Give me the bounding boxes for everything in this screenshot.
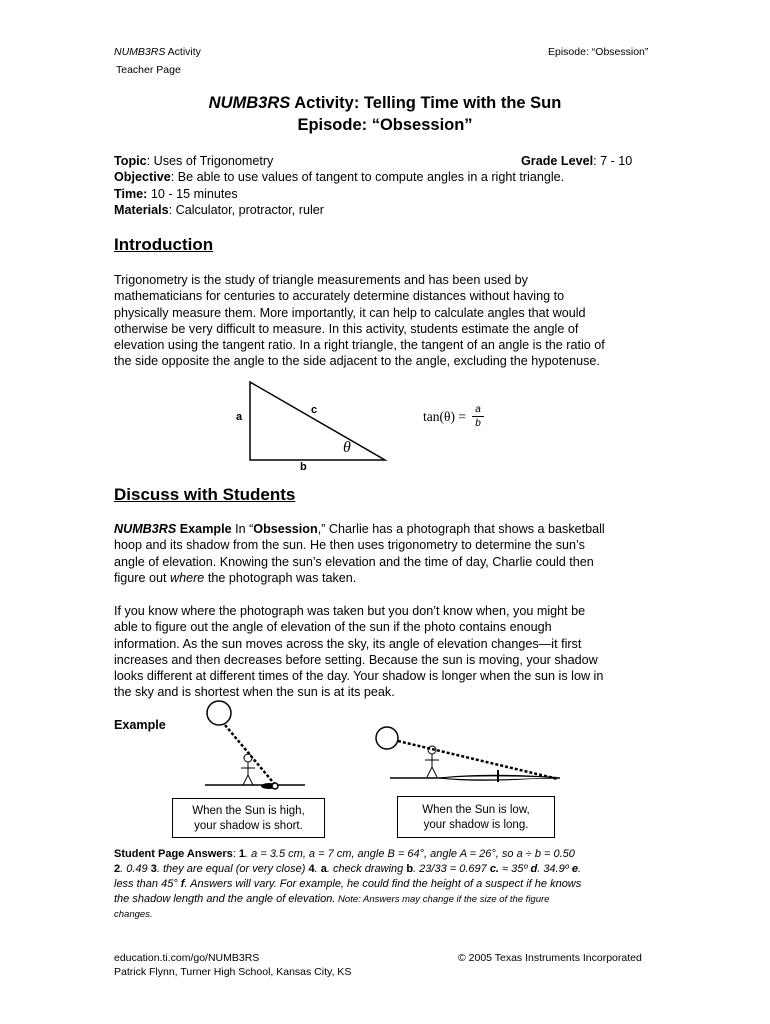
footer-author: Patrick Flynn, Turner High School, Kansas City, KS [114, 966, 352, 978]
sun-low-icon [376, 727, 398, 749]
tangent-formula: tan(θ) = [423, 409, 466, 424]
running-header-right: Episode: “Obsession” [548, 46, 649, 58]
answers-line: Student Page Answers: 1. a = 3.5 cm, a = 7 cm, angle B = 64°, angle A = 26°, so a ÷ b = 0.50 [114, 848, 575, 860]
discuss-line: figure out where the photograph was taken. [114, 570, 357, 585]
answers-line: the shadow length and the angle of elevation. Note: Answers may change if the size of the figure [114, 893, 550, 905]
discuss-line: hoop and its shadow from the sun. He then uses trigonometry to determine the sun’s [114, 538, 585, 553]
discuss-paragraph-1 [114, 521, 674, 586]
running-header-left: NUMB3RS Activity [114, 46, 201, 58]
caption-line: your shadow is short. [194, 820, 303, 832]
intro-line: Trigonometry is the study of triangle measurements and has been used by [114, 273, 528, 287]
introduction-heading: Introduction [114, 235, 214, 254]
caption-line: When the Sun is low, [422, 804, 530, 816]
discuss-line: the sky and is shortest when the sun is at its peak. [114, 685, 395, 700]
page-subtitle: Episode: “Obsession” [297, 116, 473, 134]
triangle-label-c: c [311, 404, 318, 416]
introduction-paragraph [114, 272, 674, 370]
person-icon [244, 754, 252, 762]
discuss-line: angle of elevation. Knowing the sun’s elevation and the time of day, Charlie could then [114, 554, 594, 569]
grade-level: Grade Level: 7 - 10 [521, 154, 633, 168]
triangle-label-theta: θ [343, 439, 351, 456]
discuss-line: looks different at different times of the day. Your shadow is longer when the sun is low in [114, 669, 604, 684]
page-title: NUMB3RS Activity: Telling Time with the Sun [208, 94, 562, 112]
caption-box-low [397, 796, 555, 838]
topic-line: Topic: Uses of Trigonometry [114, 154, 274, 168]
discuss-paragraph-2 [114, 603, 674, 701]
formula-denominator: b [475, 418, 481, 429]
discuss-line: NUMB3RS Example In “Obsession,” Charlie has a photograph that shows a basketball [114, 522, 605, 536]
triangle-shape [250, 382, 385, 460]
discuss-line: able to figure out the angle of elevation of the sun if the photo contains enough [114, 620, 552, 635]
intro-line: otherwise be very difficult to measure. In this activity, students estimate the angle of [114, 321, 579, 336]
sun-high-icon [207, 701, 231, 725]
intro-line: elevation using the tangent ratio. In a right triangle, the tangent of an angle is the ratio of [114, 338, 605, 353]
triangle-label-a: a [236, 411, 243, 423]
time-line: Time: 10 - 15 minutes [114, 186, 238, 201]
answers-line: 2. 0.49 3. they are equal (or very close) 4. a. check drawing b. 23/33 = 0.697 c. ≈ 35º d. 34.9º e. [114, 863, 581, 875]
discuss-line: information. As the sun moves across the sky, its angle of elevation changes—it first [114, 636, 582, 651]
intro-line: physically measure them. More importantly, it can help to calculate angles that would [114, 305, 586, 320]
intro-line: the side opposite the angle to the side adjacent to the angle, excluding the hypotenuse. [114, 354, 600, 369]
discuss-line: If you know where the photograph was taken but you don’t know when, you might be [114, 604, 586, 618]
objective-line: Objective: Be able to use values of tangent to compute angles in a right triangle. [114, 170, 565, 185]
right-triangle-figure [230, 378, 400, 476]
discuss-line: increases and then decreases before setting. Because the sun is moving, your shadow [114, 652, 598, 667]
answers-line: changes. [114, 909, 153, 920]
sun-ray-low [398, 741, 558, 779]
caption-box-high [172, 798, 325, 838]
triangle-label-b: b [300, 461, 307, 473]
teacher-page-label: Teacher Page [116, 64, 181, 76]
sun-high-illustration [195, 695, 315, 795]
materials-line: Materials: Calculator, protractor, ruler [114, 202, 324, 217]
answers-line: less than 45° f. Answers will vary. For example, he could find the height of a suspect if he knows [114, 878, 582, 890]
sun-low-illustration [370, 720, 570, 790]
footer-copyright: © 2005 Texas Instruments Incorporated [458, 952, 642, 964]
formula-numerator: a [472, 404, 484, 417]
footer-url: education.ti.com/go/NUMB3RS [114, 952, 260, 964]
caption-line: When the Sun is high, [192, 805, 305, 817]
intro-line: mathematicians for centuries to accurately determine distances without having to [114, 289, 565, 304]
discuss-heading: Discuss with Students [114, 485, 296, 504]
caption-line: your shadow is long. [423, 819, 529, 831]
student-answers [114, 847, 674, 922]
example-label: Example [114, 718, 166, 732]
